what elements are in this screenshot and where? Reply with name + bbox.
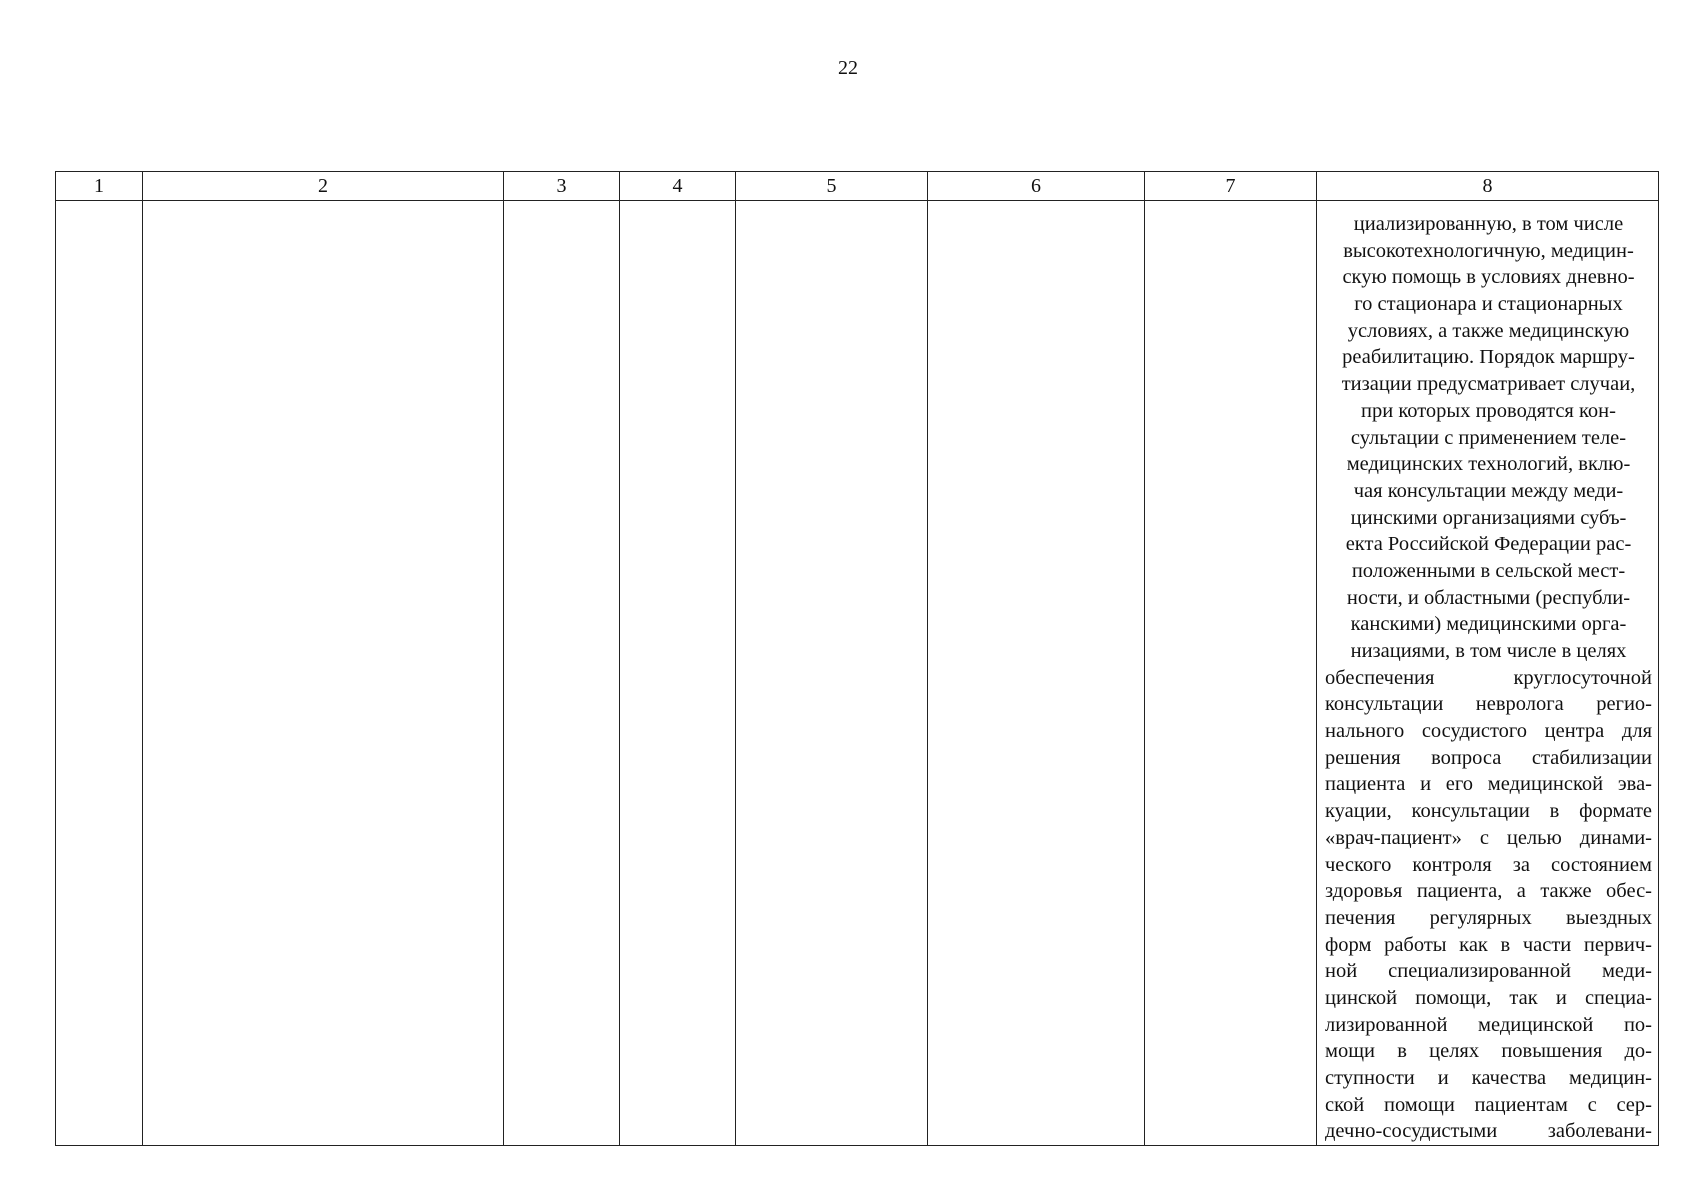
text-line: мощи в целях повышения до- (1325, 1040, 1652, 1063)
document-table (55, 171, 1659, 1146)
text-line: при которых проводятся кон- (1361, 399, 1616, 422)
text-line: пациента и его медицинской эва- (1325, 773, 1652, 796)
text-line: тизации предусматривает случаи, (1341, 373, 1636, 396)
text-line: печения регулярных выездных (1325, 906, 1652, 929)
text-line: сультации с применением теле- (1350, 426, 1627, 449)
text-line: нального сосудистого центра для (1325, 720, 1652, 743)
text-line: чая консультации между меди- (1353, 479, 1624, 502)
page-number: 22 (838, 57, 858, 79)
text-line: скую помощь в условиях дневно- (1342, 266, 1635, 289)
text-line: здоровья пациента, а также обес- (1325, 880, 1652, 903)
text-line: форм работы как в части первич- (1325, 933, 1652, 956)
table-row (56, 201, 1659, 1146)
column-header-8: 8 (1317, 172, 1659, 201)
text-line: ности, и областными (республи- (1346, 586, 1631, 609)
text-line: цинской помощи, так и специа- (1325, 986, 1652, 1009)
cell-col-7 (1145, 201, 1317, 1146)
text-line: реабилитацию. Порядок маршру- (1342, 346, 1635, 369)
cell-col-5 (736, 201, 928, 1146)
text-line: ческого контроля за состоянием (1325, 853, 1652, 876)
cell-col-1 (56, 201, 143, 1146)
text-line: го стационара и стационарных (1354, 293, 1623, 316)
text-line: обеспечения круглосуточной (1325, 666, 1652, 689)
column-header-6: 6 (928, 172, 1145, 201)
text-line: дечно-сосудистыми заболевани- (1325, 1120, 1652, 1143)
text-line: ской помощи пациентам с сер- (1325, 1093, 1652, 1116)
column-8-text (1317, 201, 1658, 1145)
text-line: лизированной медицинской по- (1325, 1013, 1652, 1036)
text-line: высокотехнологичную, медицин- (1343, 239, 1634, 262)
text-line: решения вопроса стабилизации (1325, 746, 1652, 769)
column-header-2: 2 (143, 172, 504, 201)
column-header-3: 3 (504, 172, 620, 201)
column-header-4: 4 (620, 172, 736, 201)
text-line: консультации невролога регио- (1325, 693, 1652, 716)
text-line: ной специализированной меди- (1325, 960, 1652, 983)
text-line: екта Российской Федерации рас- (1345, 533, 1632, 556)
text-line: условиях, а также медицинскую (1347, 319, 1630, 342)
column-header-7: 7 (1145, 172, 1317, 201)
cell-col-4 (620, 201, 736, 1146)
column-header-1: 1 (56, 172, 143, 201)
text-line: цинскими организациями субъ- (1350, 506, 1627, 529)
cell-col-3 (504, 201, 620, 1146)
text-line: «врач-пациент» с целью динами- (1325, 826, 1652, 849)
text-line: медицинских технологий, вклю- (1346, 453, 1631, 476)
header-row (56, 172, 1659, 201)
text-line: положенными в сельской мест- (1351, 559, 1626, 582)
text-line: циализированную, в том числе (1353, 213, 1624, 235)
column-header-5: 5 (736, 172, 928, 201)
cell-col-6 (928, 201, 1145, 1146)
cell-col-8 (1317, 201, 1659, 1146)
text-line: ступности и качества медицин- (1325, 1067, 1652, 1089)
text-line: канскими) медицинскими орга- (1350, 613, 1627, 636)
text-line: низациями, в том числе в целях (1350, 640, 1627, 662)
text-line: куации, консультации в формате (1325, 800, 1652, 823)
cell-col-2 (143, 201, 504, 1146)
